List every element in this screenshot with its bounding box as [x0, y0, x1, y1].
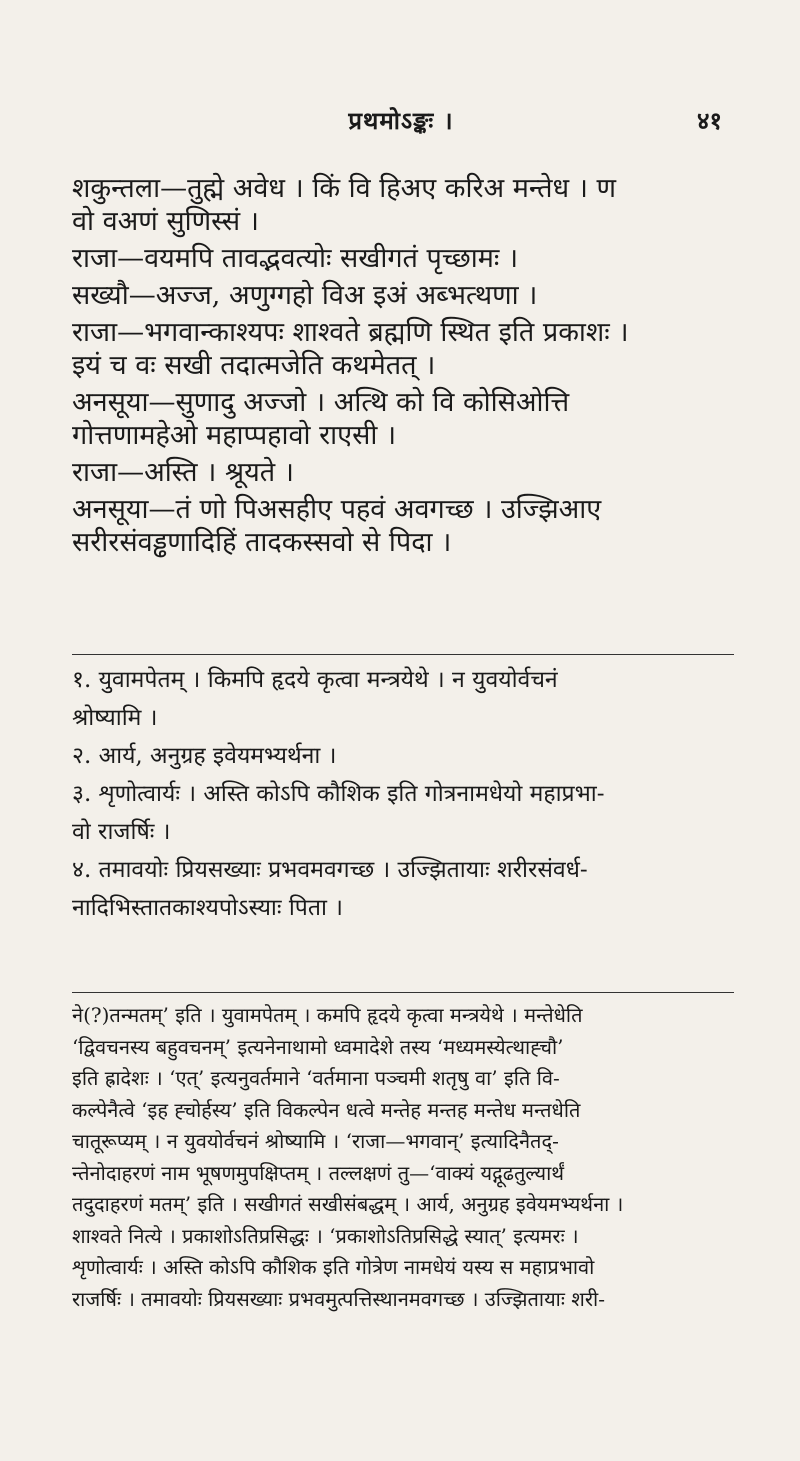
commentary-line: ने(?)तन्मतम्’ इति । युवामपेतम् । कमपि हृदये कृत्वा मन्त्रयेथे । मन्तेधेति [72, 1003, 583, 1027]
commentary-block [72, 1000, 736, 1315]
dialogue-line: सख्यौ—अज्ज, अणुग्गहो विअ इअं अब्भत्थणा । [72, 280, 538, 311]
dialogue-line: शकुन्तला—तुह्मे अवेध । किं वि हिअए करिअ मन्तेध । ण [72, 173, 617, 204]
footnotes-block [72, 662, 734, 928]
dialogue-line: गोत्तणामहेओ महाप्पहावो राएसी । [72, 420, 397, 451]
footnote-line: २. आर्य, अनुग्रह इवेयमभ्यर्थना । [72, 743, 337, 769]
dialogue-line: अनसूया—सुणादु अज्जो । अत्थि को वि कोसिओत्ति [72, 387, 570, 418]
footnote-line: ३. शृणोत्वार्यः । अस्ति कोऽपि कौशिक इति गोत्रनामधेयो महाप्रभा- [72, 781, 605, 807]
commentary-line: राजर्षिः । तमावयोः प्रियसख्याः प्रभवमुत्पत्तिस्थानमवगच्छ । उज्झितायाः शरी- [72, 1286, 605, 1311]
dialogue-line: राजा—अस्ति । श्रूयते । [72, 457, 294, 488]
commentary-line: ‘द्विवचनस्य बहुवचनम्’ इत्यनेनाथामो ध्वमादेशे तस्य ‘मध्यमस्येत्थाह्चौ’ [72, 1034, 564, 1059]
dialogue-line: अनसूया—तं णो पिअसहीए पहवं अवगच्छ । उज्झिआए [72, 494, 602, 525]
footnote-line: १. युवामपेतम् । किमपि हृदये कृत्वा मन्त्रयेथे । न युवयोर्वचनं [72, 667, 558, 693]
running-title: प्रथमोऽङ्कः । [348, 106, 454, 135]
commentary-line: तदुदाहरणं मतम्’ इति । सखीगतं सखीसंबद्धम् । आर्य, अनुग्रह इवेयमभ्यर्थना । [72, 1192, 624, 1216]
footnote-divider [72, 654, 734, 655]
footnote-line: ४. तमावयोः प्रियसख्याः प्रभवमवगच्छ । उज्झितायाः शरीरसंवर्ध- [72, 857, 588, 883]
commentary-line: कल्पेनैत्वे ‘इह ह्चोर्हस्य’ इति विकल्पेन धत्वे मन्तेह मन्तह मन्तेध मन्तधेति [72, 1097, 581, 1122]
dialogue-block [72, 172, 736, 559]
commentary-line: चातूरूप्यम् । न युवयोर्वचनं श्रोष्यामि । ‘राजा—भगवान्’ इत्यादिनैतद्- [72, 1129, 559, 1153]
dialogue-line: वो वअणं सुणिस्सं । [72, 206, 259, 237]
footnote-line: वो राजर्षिः । [72, 819, 171, 845]
dialogue-line: इयं च वः सखी तदात्मजेति कथमेतत् । [72, 350, 436, 381]
commentary-line: न्तेनोदाहरणं नाम भूषणमुपक्षिप्तम् । तल्लक्षणं तु—‘वाक्यं यद्गूढतुल्यार्थं [72, 1160, 565, 1185]
footnote-line: नादिभिस्तातकाश्यपोऽस्याः पिता । [72, 895, 343, 921]
commentary-line: शृणोत्वार्यः । अस्ति कोऽपि कौशिक इति गोत्रेण नामधेयं यस्य स महाप्रभावो [72, 1255, 595, 1279]
dialogue-line: राजा—भगवान्काश्यपः शाश्वते ब्रह्मणि स्थित इति प्रकाशः । [72, 317, 629, 348]
page-header [72, 104, 730, 144]
dialogue-line: राजा—वयमपि तावद्भवत्योः सखीगतं पृच्छामः । [72, 243, 519, 274]
commentary-divider [72, 992, 734, 993]
commentary-line: शाश्वते नित्ये । प्रकाशोऽतिप्रसिद्धः । ‘प्रकाशोऽतिप्रसिद्धे स्यात्’ इत्यमरः । [72, 1223, 579, 1248]
page-number: ४१ [697, 106, 722, 135]
commentary-line: इति ह्रादेशः । ‘एत्’ इत्यनुवर्तमाने ‘वर्तमाना पञ्चमी शतृषु वा’ इति वि- [72, 1066, 560, 1090]
footnote-line: श्रोष्यामि । [72, 705, 158, 731]
dialogue-line: सरीरसंवड्ढणादिहिं तादकस्सवो से पिदा । [72, 527, 452, 558]
